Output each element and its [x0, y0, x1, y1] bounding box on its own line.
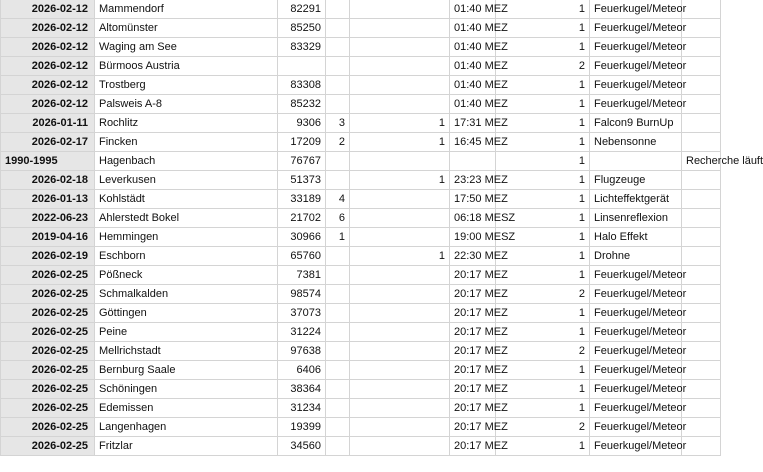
cell-witnesses[interactable]: 1 [496, 380, 590, 399]
cell-postcode[interactable]: 30966 [278, 228, 326, 247]
cell-note[interactable] [682, 209, 721, 228]
cell-classification[interactable]: Flugzeuge [590, 171, 682, 190]
table-row [1, 399, 721, 418]
table-row [1, 114, 721, 133]
cell-postcode[interactable]: 9306 [278, 114, 326, 133]
cell-place[interactable]: Eschborn [95, 247, 278, 266]
cell-time[interactable]: 01:40 MEZ [450, 57, 496, 76]
cell-classification[interactable]: Feuerkugel/Meteor [590, 95, 682, 114]
cell-count-b[interactable] [350, 361, 450, 380]
table-row [1, 228, 721, 247]
cell-place[interactable]: Hemmingen [95, 228, 278, 247]
cell-classification[interactable]: Feuerkugel/Meteor [590, 342, 682, 361]
cell-time[interactable]: 01:40 MEZ [450, 95, 496, 114]
cell-note[interactable] [682, 304, 721, 323]
cell-date[interactable]: 2026-02-18 [1, 171, 95, 190]
cell-count-b[interactable]: 1 [350, 171, 450, 190]
cell-note[interactable] [682, 247, 721, 266]
cell-time[interactable]: 01:40 MEZ [450, 19, 496, 38]
cell-place[interactable]: Bernburg Saale [95, 361, 278, 380]
cell-count-a[interactable]: 4 [326, 190, 350, 209]
cell-count-b[interactable]: 1 [350, 247, 450, 266]
cell-time[interactable]: 22:30 MEZ [450, 247, 496, 266]
cell-count-a[interactable] [326, 437, 350, 456]
cell-place[interactable]: Hagenbach [95, 152, 278, 171]
table-row [1, 190, 721, 209]
cell-postcode[interactable]: 33189 [278, 190, 326, 209]
table-row [1, 247, 721, 266]
cell-note[interactable]: Recherche läuft [682, 152, 721, 171]
cell-count-b[interactable] [350, 285, 450, 304]
cell-place[interactable]: Mellrichstadt [95, 342, 278, 361]
cell-count-a[interactable] [326, 76, 350, 95]
cell-note[interactable] [682, 95, 721, 114]
cell-date[interactable]: 2026-02-17 [1, 133, 95, 152]
cell-count-b[interactable] [350, 418, 450, 437]
cell-time[interactable]: 17:50 MEZ [450, 190, 496, 209]
cell-note[interactable] [682, 418, 721, 437]
cell-witnesses[interactable]: 2 [496, 418, 590, 437]
cell-count-b[interactable] [350, 342, 450, 361]
cell-witnesses[interactable]: 1 [496, 19, 590, 38]
table-row [1, 437, 721, 456]
cell-classification[interactable]: Feuerkugel/Meteor [590, 285, 682, 304]
cell-classification[interactable]: Feuerkugel/Meteor [590, 38, 682, 57]
cell-classification[interactable]: Lichteffektgerät [590, 190, 682, 209]
cell-witnesses[interactable]: 1 [496, 171, 590, 190]
cell-place[interactable]: Fincken [95, 133, 278, 152]
cell-count-a[interactable] [326, 399, 350, 418]
cell-count-b[interactable]: 1 [350, 114, 450, 133]
cell-place[interactable]: Pößneck [95, 266, 278, 285]
cell-witnesses[interactable]: 1 [496, 190, 590, 209]
cell-time[interactable]: 01:40 MEZ [450, 0, 496, 19]
cell-count-b[interactable] [350, 57, 450, 76]
cell-time[interactable]: 20:17 MEZ [450, 361, 496, 380]
cell-date[interactable]: 2026-02-25 [1, 380, 95, 399]
cell-note[interactable] [682, 38, 721, 57]
cell-note[interactable] [682, 361, 721, 380]
cell-place[interactable]: Waging am See [95, 38, 278, 57]
cell-postcode[interactable]: 98574 [278, 285, 326, 304]
cell-time[interactable]: 23:23 MEZ [450, 171, 496, 190]
cell-count-b[interactable] [350, 38, 450, 57]
cell-place[interactable]: Langenhagen [95, 418, 278, 437]
table-row [1, 76, 721, 95]
cell-count-b[interactable] [350, 19, 450, 38]
cell-postcode[interactable]: 38364 [278, 380, 326, 399]
cell-place[interactable]: Mammendorf [95, 0, 278, 19]
cell-count-a[interactable] [326, 95, 350, 114]
cell-time[interactable]: 20:17 MEZ [450, 418, 496, 437]
cell-date[interactable]: 2026-02-12 [1, 0, 95, 19]
cell-witnesses[interactable]: 1 [496, 266, 590, 285]
cell-count-a[interactable] [326, 266, 350, 285]
cell-count-b[interactable] [350, 304, 450, 323]
cell-time[interactable]: 17:31 MEZ [450, 114, 496, 133]
cell-place[interactable]: Trostberg [95, 76, 278, 95]
cell-postcode[interactable]: 19399 [278, 418, 326, 437]
cell-postcode[interactable]: 65760 [278, 247, 326, 266]
cell-classification[interactable]: Falcon9 BurnUp [590, 114, 682, 133]
cell-postcode[interactable]: 7381 [278, 266, 326, 285]
cell-count-a[interactable] [326, 342, 350, 361]
cell-witnesses[interactable]: 1 [496, 361, 590, 380]
cell-note[interactable] [682, 190, 721, 209]
cell-date[interactable]: 2026-02-25 [1, 266, 95, 285]
cell-note[interactable] [682, 380, 721, 399]
cell-time[interactable]: 20:17 MEZ [450, 399, 496, 418]
cell-place[interactable]: Peine [95, 323, 278, 342]
table-row [1, 418, 721, 437]
cell-date[interactable]: 2026-02-12 [1, 57, 95, 76]
cell-note[interactable] [682, 76, 721, 95]
cell-count-a[interactable]: 2 [326, 133, 350, 152]
cell-time[interactable] [450, 152, 496, 171]
cell-time[interactable]: 20:17 MEZ [450, 304, 496, 323]
cell-date[interactable]: 2026-01-13 [1, 190, 95, 209]
cell-classification[interactable]: Feuerkugel/Meteor [590, 19, 682, 38]
table-row [1, 152, 721, 171]
cell-witnesses[interactable]: 1 [496, 437, 590, 456]
cell-date[interactable]: 2022-06-23 [1, 209, 95, 228]
cell-date[interactable]: 2026-02-12 [1, 95, 95, 114]
cell-classification[interactable]: Feuerkugel/Meteor [590, 361, 682, 380]
cell-date[interactable]: 2026-02-12 [1, 38, 95, 57]
cell-time[interactable]: 20:17 MEZ [450, 342, 496, 361]
table-row [1, 0, 721, 19]
cell-classification[interactable]: Drohne [590, 247, 682, 266]
cell-count-a[interactable] [326, 285, 350, 304]
table-row [1, 285, 721, 304]
cell-witnesses[interactable]: 1 [496, 76, 590, 95]
cell-note[interactable] [682, 437, 721, 456]
cell-classification[interactable]: Feuerkugel/Meteor [590, 76, 682, 95]
cell-count-a[interactable]: 1 [326, 228, 350, 247]
cell-date[interactable]: 2026-01-11 [1, 114, 95, 133]
cell-date[interactable]: 2026-02-25 [1, 399, 95, 418]
cell-postcode[interactable]: 83308 [278, 76, 326, 95]
cell-place[interactable]: Göttingen [95, 304, 278, 323]
cell-postcode[interactable]: 85250 [278, 19, 326, 38]
cell-witnesses[interactable]: 1 [496, 247, 590, 266]
cell-place[interactable]: Bürmoos Austria [95, 57, 278, 76]
cell-classification[interactable]: Feuerkugel/Meteor [590, 437, 682, 456]
cell-witnesses[interactable]: 1 [496, 95, 590, 114]
cell-place[interactable]: Leverkusen [95, 171, 278, 190]
cell-count-b[interactable] [350, 380, 450, 399]
cell-classification[interactable]: Halo Effekt [590, 228, 682, 247]
cell-classification[interactable]: Feuerkugel/Meteor [590, 380, 682, 399]
table-row [1, 266, 721, 285]
cell-witnesses[interactable]: 1 [496, 0, 590, 19]
cell-witnesses[interactable]: 2 [496, 342, 590, 361]
table-row [1, 361, 721, 380]
cell-count-a[interactable] [326, 418, 350, 437]
cell-count-a[interactable] [326, 38, 350, 57]
cell-count-a[interactable] [326, 19, 350, 38]
cell-date[interactable]: 2026-02-25 [1, 418, 95, 437]
cell-time[interactable]: 20:17 MEZ [450, 323, 496, 342]
cell-witnesses[interactable]: 1 [496, 209, 590, 228]
cell-count-a[interactable] [326, 380, 350, 399]
cell-count-a[interactable] [326, 152, 350, 171]
table-row [1, 342, 721, 361]
cell-count-b[interactable]: 1 [350, 133, 450, 152]
cell-place[interactable]: Kohlstädt [95, 190, 278, 209]
cell-count-b[interactable] [350, 399, 450, 418]
cell-witnesses[interactable]: 1 [496, 114, 590, 133]
cell-count-b[interactable] [350, 266, 450, 285]
cell-classification[interactable]: Feuerkugel/Meteor [590, 418, 682, 437]
cell-classification[interactable]: Linsenreflexion [590, 209, 682, 228]
cell-count-a[interactable] [326, 323, 350, 342]
cell-postcode[interactable]: 21702 [278, 209, 326, 228]
cell-count-a[interactable] [326, 304, 350, 323]
cell-postcode[interactable]: 76767 [278, 152, 326, 171]
cell-count-a[interactable] [326, 171, 350, 190]
cell-count-a[interactable] [326, 0, 350, 19]
cell-postcode[interactable]: 17209 [278, 133, 326, 152]
cell-place[interactable]: Fritzlar [95, 437, 278, 456]
cell-note[interactable] [682, 133, 721, 152]
cell-note[interactable] [682, 399, 721, 418]
cell-note[interactable] [682, 266, 721, 285]
cell-time[interactable]: 19:00 MESZ [450, 228, 496, 247]
cell-postcode[interactable]: 85232 [278, 95, 326, 114]
cell-place[interactable]: Schmalkalden [95, 285, 278, 304]
cell-time[interactable]: 01:40 MEZ [450, 76, 496, 95]
cell-date[interactable]: 2026-02-12 [1, 19, 95, 38]
cell-count-b[interactable] [350, 228, 450, 247]
cell-note[interactable] [682, 228, 721, 247]
cell-count-b[interactable] [350, 76, 450, 95]
cell-date[interactable]: 2026-02-25 [1, 437, 95, 456]
cell-place[interactable]: Schöningen [95, 380, 278, 399]
cell-count-b[interactable] [350, 0, 450, 19]
cell-witnesses[interactable]: 1 [496, 399, 590, 418]
cell-postcode[interactable]: 97638 [278, 342, 326, 361]
cell-note[interactable] [682, 323, 721, 342]
cell-note[interactable] [682, 114, 721, 133]
cell-date[interactable]: 2019-04-16 [1, 228, 95, 247]
cell-place[interactable]: Palsweis A-8 [95, 95, 278, 114]
table-row [1, 19, 721, 38]
table-row [1, 38, 721, 57]
cell-witnesses[interactable]: 1 [496, 38, 590, 57]
cell-date[interactable]: 2026-02-25 [1, 323, 95, 342]
cell-classification[interactable]: Nebensonne [590, 133, 682, 152]
cell-classification[interactable]: Feuerkugel/Meteor [590, 57, 682, 76]
cell-postcode[interactable]: 37073 [278, 304, 326, 323]
table-row [1, 304, 721, 323]
cell-note[interactable] [682, 342, 721, 361]
cell-postcode[interactable]: 31234 [278, 399, 326, 418]
cell-place[interactable]: Rochlitz [95, 114, 278, 133]
cell-postcode[interactable]: 31224 [278, 323, 326, 342]
table-row [1, 323, 721, 342]
cell-classification[interactable]: Feuerkugel/Meteor [590, 399, 682, 418]
cell-count-b[interactable] [350, 190, 450, 209]
cell-date[interactable]: 1990-1995 [1, 152, 95, 171]
cell-count-a[interactable]: 3 [326, 114, 350, 133]
cell-count-b[interactable] [350, 437, 450, 456]
cell-time[interactable]: 16:45 MEZ [450, 133, 496, 152]
cell-place[interactable]: Edemissen [95, 399, 278, 418]
table-row [1, 133, 721, 152]
cell-witnesses[interactable]: 1 [496, 133, 590, 152]
cell-classification[interactable] [590, 152, 682, 171]
cell-place[interactable]: Altomünster [95, 19, 278, 38]
cell-count-b[interactable] [350, 209, 450, 228]
cell-date[interactable]: 2026-02-12 [1, 76, 95, 95]
cell-time[interactable]: 20:17 MEZ [450, 380, 496, 399]
cell-witnesses[interactable]: 1 [496, 323, 590, 342]
cell-time[interactable]: 20:17 MEZ [450, 437, 496, 456]
cell-place[interactable]: Ahlerstedt Bokel [95, 209, 278, 228]
cell-note[interactable] [682, 57, 721, 76]
cell-count-b[interactable] [350, 95, 450, 114]
cell-witnesses[interactable]: 1 [496, 228, 590, 247]
cell-postcode[interactable] [278, 57, 326, 76]
cell-witnesses[interactable]: 2 [496, 57, 590, 76]
cell-count-a[interactable] [326, 247, 350, 266]
cell-count-a[interactable] [326, 361, 350, 380]
cell-time[interactable]: 06:18 MESZ [450, 209, 496, 228]
cell-classification[interactable]: Feuerkugel/Meteor [590, 323, 682, 342]
cell-postcode[interactable]: 6406 [278, 361, 326, 380]
cell-date[interactable]: 2026-02-25 [1, 304, 95, 323]
cell-count-b[interactable] [350, 323, 450, 342]
cell-classification[interactable]: Feuerkugel/Meteor [590, 0, 682, 19]
cell-count-a[interactable]: 6 [326, 209, 350, 228]
cell-postcode[interactable]: 34560 [278, 437, 326, 456]
cell-date[interactable]: 2026-02-19 [1, 247, 95, 266]
table-row [1, 171, 721, 190]
cell-witnesses[interactable]: 2 [496, 285, 590, 304]
cell-time[interactable]: 20:17 MEZ [450, 285, 496, 304]
cell-date[interactable]: 2026-02-25 [1, 361, 95, 380]
cell-count-b[interactable] [350, 152, 450, 171]
cell-postcode[interactable]: 82291 [278, 0, 326, 19]
table-row [1, 57, 721, 76]
cell-date[interactable]: 2026-02-25 [1, 342, 95, 361]
cell-postcode[interactable]: 83329 [278, 38, 326, 57]
cell-postcode[interactable]: 51373 [278, 171, 326, 190]
cell-count-a[interactable] [326, 57, 350, 76]
cell-time[interactable]: 01:40 MEZ [450, 38, 496, 57]
cell-classification[interactable]: Feuerkugel/Meteor [590, 266, 682, 285]
cell-witnesses[interactable]: 1 [496, 152, 590, 171]
cell-note[interactable] [682, 171, 721, 190]
cell-note[interactable] [682, 285, 721, 304]
cell-witnesses[interactable]: 1 [496, 304, 590, 323]
cell-note[interactable] [682, 19, 721, 38]
cell-date[interactable]: 2026-02-25 [1, 285, 95, 304]
cell-classification[interactable]: Feuerkugel/Meteor [590, 304, 682, 323]
table-row [1, 95, 721, 114]
table-row [1, 380, 721, 399]
cell-note[interactable] [682, 0, 721, 19]
cell-time[interactable]: 20:17 MEZ [450, 266, 496, 285]
table-row [1, 209, 721, 228]
